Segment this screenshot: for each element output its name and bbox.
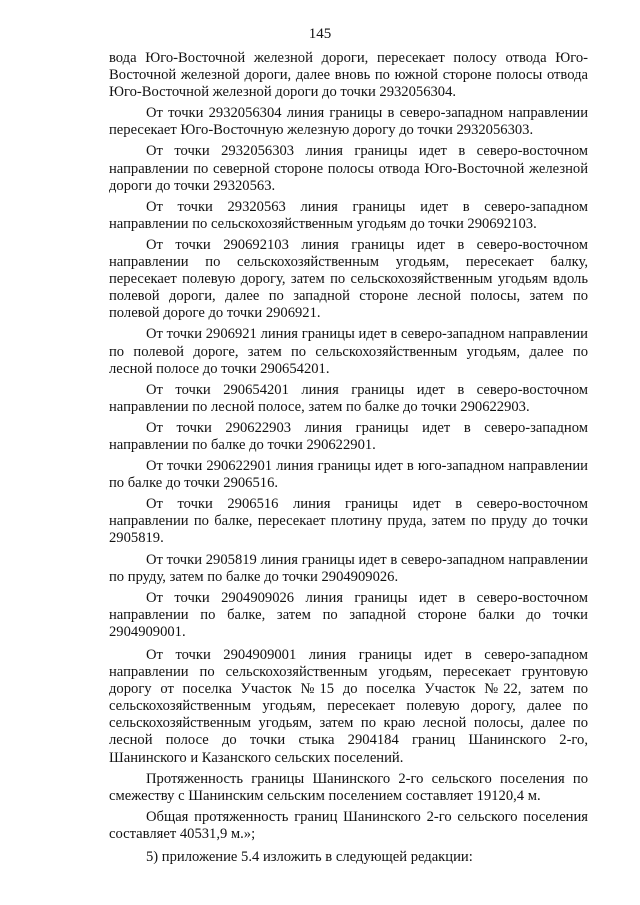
paragraph: От точки 2932056304 линия границы в северо-западном направлении пересекает Юго-Восточную железную дорогу до точки 2932056303. — [109, 105, 588, 139]
paragraph: От точки 2905819 линия границы идет в северо-западном направлении по пруду, затем по балке до точки 2904909026. — [109, 551, 588, 585]
paragraph: От точки 290654201 линия границы идет в северо-восточном направлении по лесной полосе, затем по балке до точки 290622903. — [109, 381, 588, 415]
paragraph: Общая протяженность границ Шанинского 2-го сельского поселения составляет 40531,9 м.»; — [109, 808, 588, 842]
paragraph: Протяженность границы Шанинского 2-го сельского поселения по смежеству с Шанинским сельским поселением составляет 19120,4 м. — [109, 770, 588, 804]
paragraph: вода Юго-Восточной железной дороги, пересекает полосу отвода Юго-Восточной железной дороги, далее вновь по южной стороне полосы отвода Юго-Восточной железной дороги до точки 2932056304. — [109, 50, 588, 101]
paragraph: От точки 2904909001 линия границы идет в северо-западном направлении по сельскохозяйственным угодьям, пересекает грунтовую дорогу от поселка Участок №15 до поселка Участок №22, затем по сельскохозяйственным угодьям, пересекает полевую дорогу, далее по сельскохозяйственным угодьям, затем по краю лесной полосы, далее по лесной полосе до точки стыка 2904184 границ Шанинского 2-го, Шанинского и Казанского сельских поселений. — [109, 647, 588, 766]
paragraph: От точки 290692103 линия границы идет в северо-восточном направлении по сельскохозяйственным угодьям, пересекает балку, пересекает полевую дорогу, затем по сельскохозяйственным угодьям вдоль полевой дороги, далее по западной стороне лесной полосы, затем по полевой дороге до точки 2906921. — [109, 236, 588, 322]
paragraph: От точки 29320563 линия границы идет в северо-западном направлении по сельскохозяйственным угодьям до точки 290692103. — [109, 198, 588, 232]
paragraph: От точки 290622903 линия границы идет в северо-западном направлении по балке до точки 290622901. — [109, 419, 588, 453]
page-number: 145 — [308, 26, 332, 42]
paragraph: От точки 290622901 линия границы идет в юго-западном направлении по балке до точки 2906516. — [109, 458, 588, 492]
paragraph: От точки 2906516 линия границы идет в северо-восточном направлении по балке, пересекает плотину пруда, затем по пруду до точки 2905819. — [109, 496, 588, 547]
paragraph: 5) приложение 5.4 изложить в следующей редакции: — [146, 849, 473, 866]
document-body — [109, 50, 588, 866]
paragraph: От точки 2906921 линия границы идет в северо-западном направлении по полевой дороге, затем по сельскохозяйственным угодьям, далее по лесной полосе до точки 290654201. — [109, 326, 588, 377]
paragraph: От точки 2904909026 линия границы идет в северо-восточном направлении по балке, затем по западной стороне балки до точки 2904909001. — [109, 589, 588, 640]
paragraph: От точки 2932056303 линия границы идет в северо-восточном направлении по северной стороне полосы отвода Юго-Восточной железной дороги до точки 29320563. — [109, 143, 588, 194]
